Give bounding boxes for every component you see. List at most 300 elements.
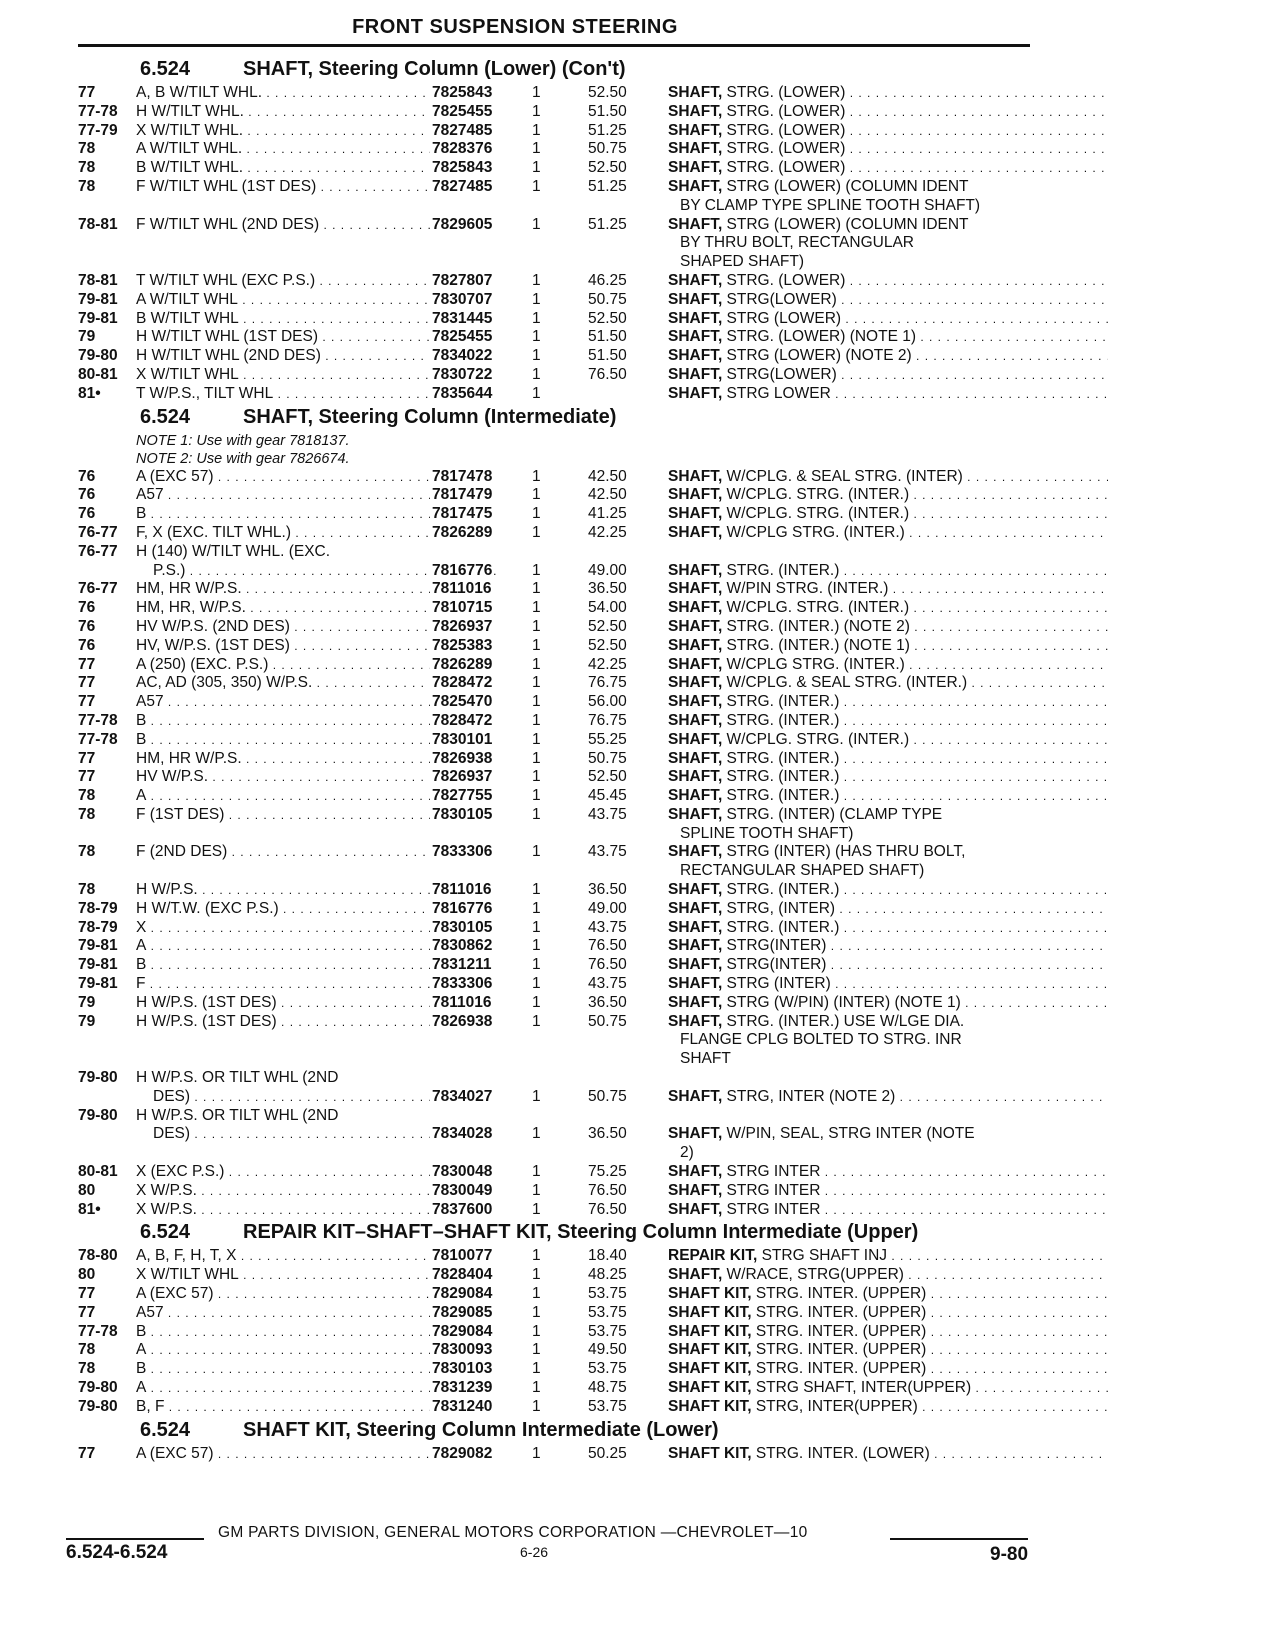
description-name: SHAFT, bbox=[668, 843, 723, 861]
price: 76.50 bbox=[588, 937, 627, 955]
application: X W/TILT WHL . . . bbox=[136, 1266, 481, 1285]
part-number: 7829085 bbox=[432, 1303, 493, 1321]
description-name: SHAFT, bbox=[668, 580, 723, 598]
section-number: 6.524 bbox=[140, 1221, 191, 1244]
description-name: SHAFT KIT, bbox=[668, 1360, 752, 1378]
part-number: 7825455 bbox=[432, 102, 493, 120]
quantity: 1 bbox=[532, 365, 541, 383]
footer-rule-left bbox=[66, 1538, 204, 1540]
description-detail: STRG INTER bbox=[722, 1163, 821, 1181]
table-row bbox=[78, 881, 1038, 900]
price: 46.25 bbox=[588, 271, 627, 289]
description-detail: STRG. (LOWER) (NOTE 1) bbox=[722, 328, 916, 346]
part-number: 7830101 bbox=[432, 730, 493, 748]
part-number: 7830093 bbox=[432, 1341, 493, 1359]
application: X W/TILT WHL . . . bbox=[136, 366, 481, 385]
description-detail: STRG. (INTER) (CLAMP TYPE bbox=[722, 805, 943, 823]
quantity: 1 bbox=[532, 121, 541, 139]
description-detail: W/RACE, STRG(UPPER) bbox=[722, 1266, 904, 1284]
section-title: SHAFT KIT, Steering Column Intermediate (Lower) bbox=[243, 1418, 719, 1441]
quantity: 1 bbox=[532, 505, 541, 523]
application: H W/P.S. OR TILT WHL (2ND bbox=[136, 1106, 339, 1124]
quantity: 1 bbox=[532, 674, 541, 692]
model-years: 79-81 bbox=[78, 956, 118, 974]
part-number: 7825470 bbox=[432, 693, 493, 711]
description-detail: STRG(INTER) bbox=[722, 937, 827, 955]
price: 50.75 bbox=[588, 1087, 627, 1105]
table-row bbox=[78, 1360, 1038, 1379]
price: 49.50 bbox=[588, 1341, 627, 1359]
page-title: FRONT SUSPENSION STEERING bbox=[352, 16, 678, 38]
price: 42.50 bbox=[588, 486, 627, 504]
model-years: 79 bbox=[78, 328, 96, 346]
description bbox=[668, 1247, 1108, 1266]
description-name: SHAFT, bbox=[668, 655, 723, 673]
price: 51.50 bbox=[588, 347, 627, 365]
description bbox=[668, 975, 1108, 994]
part-number: 7817478 bbox=[432, 467, 493, 485]
description-name: SHAFT, bbox=[668, 937, 723, 955]
description-detail: STRG. (INTER.) bbox=[722, 918, 840, 936]
application: A57 . . . bbox=[136, 1304, 481, 1323]
price: 53.75 bbox=[588, 1285, 627, 1303]
application: A57 . . . bbox=[136, 693, 481, 712]
footer-publisher: GM PARTS DIVISION, GENERAL MOTORS CORPORATION —CHEVROLET—10 bbox=[218, 1524, 808, 1541]
part-number: 7826938 bbox=[432, 1012, 493, 1030]
description-detail: STRG. INTER. (UPPER) bbox=[751, 1322, 927, 1340]
table-row bbox=[78, 637, 1038, 656]
description-detail: STRG (LOWER) (NOTE 2) bbox=[722, 347, 912, 365]
description-detail: W/CPLG STRG. (INTER.) bbox=[722, 523, 905, 541]
model-years: 78 bbox=[78, 177, 96, 195]
model-years: 76 bbox=[78, 486, 96, 504]
description-name: SHAFT, bbox=[668, 617, 723, 635]
section-title: SHAFT, Steering Column (Intermediate) bbox=[243, 405, 617, 428]
description-name: SHAFT, bbox=[668, 956, 723, 974]
price: 50.75 bbox=[588, 749, 627, 767]
description-name: SHAFT, bbox=[668, 561, 723, 579]
description bbox=[668, 178, 1108, 197]
quantity: 1 bbox=[532, 1125, 541, 1143]
model-years: 77 bbox=[78, 1285, 96, 1303]
model-years: 77 bbox=[78, 84, 96, 101]
description bbox=[668, 787, 1108, 806]
part-number: 7834022 bbox=[432, 347, 493, 365]
description-continuation: BY THRU BOLT, RECTANGULAR bbox=[680, 234, 914, 252]
model-years: 79-81 bbox=[78, 937, 118, 955]
application: X W/TILT WHL. . . . bbox=[136, 122, 481, 141]
description bbox=[668, 956, 1108, 975]
table-row bbox=[78, 1323, 1038, 1342]
description bbox=[668, 1304, 1108, 1323]
part-number: 7831445 bbox=[432, 309, 493, 327]
description bbox=[668, 1201, 1108, 1220]
description-name: SHAFT, bbox=[668, 140, 723, 158]
quantity: 1 bbox=[532, 975, 541, 993]
description bbox=[668, 366, 1108, 385]
description-name: SHAFT, bbox=[668, 1163, 723, 1181]
table-row bbox=[78, 291, 1038, 310]
description-detail: STRG. (INTER.) bbox=[722, 711, 840, 729]
price: 76.50 bbox=[588, 1200, 627, 1218]
description-name: SHAFT, bbox=[668, 159, 723, 177]
part-number: 7834028 bbox=[432, 1125, 493, 1143]
description-continuation: FLANGE CPLG BOLTED TO STRG. INR bbox=[680, 1031, 962, 1049]
description-name: SHAFT KIT, bbox=[668, 1285, 752, 1303]
model-years: 79 bbox=[78, 1012, 96, 1030]
model-years: 78 bbox=[78, 843, 96, 861]
description-detail: W/CPLG. & SEAL STRG. (INTER) bbox=[722, 467, 963, 485]
part-number: 7811016 bbox=[432, 881, 492, 899]
description-detail: STRG. (INTER.) (NOTE 2) bbox=[722, 617, 910, 635]
application: B . . . bbox=[136, 712, 481, 731]
table-row bbox=[78, 693, 1038, 712]
model-years: 76 bbox=[78, 599, 96, 617]
application: H W/P.S. (1ST DES) . . . bbox=[136, 994, 481, 1013]
table-row bbox=[78, 1445, 1038, 1464]
table-row bbox=[78, 347, 1038, 366]
description-name: SHAFT, bbox=[668, 918, 723, 936]
model-years: 76 bbox=[78, 636, 96, 654]
table-row bbox=[78, 1398, 1038, 1417]
quantity: 1 bbox=[532, 467, 541, 485]
description-detail: STRG (INTER) bbox=[722, 975, 831, 993]
description-continuation: SPLINE TOOTH SHAFT) bbox=[680, 824, 854, 842]
price: 50.75 bbox=[588, 140, 627, 158]
description bbox=[668, 1360, 1108, 1379]
description-detail: STRG. INTER. (UPPER) bbox=[751, 1285, 927, 1303]
description-detail: STRG. INTER. (UPPER) bbox=[751, 1341, 927, 1359]
description-detail: STRG. (INTER.) (NOTE 1) bbox=[722, 636, 910, 654]
description-name: SHAFT, bbox=[668, 693, 723, 711]
price: 76.75 bbox=[588, 711, 627, 729]
price: 50.75 bbox=[588, 1012, 627, 1030]
table-row bbox=[78, 1285, 1038, 1304]
price: 42.25 bbox=[588, 655, 627, 673]
description bbox=[668, 731, 1108, 750]
description-detail: W/CPLG. STRG. (INTER.) bbox=[722, 486, 910, 504]
table-row bbox=[78, 900, 1038, 919]
quantity: 1 bbox=[532, 1266, 541, 1284]
description-detail: W/CPLG. & SEAL STRG. (INTER.) bbox=[722, 674, 968, 692]
quantity: 1 bbox=[532, 1444, 541, 1462]
model-years: 77-78 bbox=[78, 102, 118, 120]
description-name: SHAFT KIT, bbox=[668, 1322, 752, 1340]
application: DES) . . . bbox=[153, 1125, 498, 1144]
quantity: 1 bbox=[532, 693, 541, 711]
model-years: 79-80 bbox=[78, 1069, 118, 1087]
quantity: 1 bbox=[532, 1322, 541, 1340]
price: 53.75 bbox=[588, 1322, 627, 1340]
price: 51.50 bbox=[588, 102, 627, 120]
quantity: 1 bbox=[532, 993, 541, 1011]
description-name: SHAFT, bbox=[668, 1181, 723, 1199]
part-number: 7829084 bbox=[432, 1322, 493, 1340]
description bbox=[668, 140, 1108, 159]
application: A57 . . . bbox=[136, 486, 481, 505]
table-row bbox=[78, 618, 1038, 637]
description-detail: STRG. (INTER.) bbox=[722, 561, 840, 579]
model-years: 80 bbox=[78, 1181, 96, 1199]
application: DES) . . . bbox=[153, 1088, 498, 1107]
application: A W/TILT WHL . . . bbox=[136, 291, 481, 310]
table-row bbox=[78, 84, 1038, 103]
description-name: SHAFT, bbox=[668, 1266, 723, 1284]
description bbox=[668, 1163, 1108, 1182]
description-detail: STRG(LOWER) bbox=[722, 290, 837, 308]
description-name: SHAFT KIT, bbox=[668, 1303, 752, 1321]
application: F (1ST DES) . . . bbox=[136, 806, 481, 825]
description-name: SHAFT, bbox=[668, 523, 723, 541]
application: A . . . bbox=[136, 1341, 481, 1360]
quantity: 1 bbox=[532, 486, 541, 504]
application: A (250) (EXC. P.S.) . . . bbox=[136, 656, 481, 675]
table-row bbox=[78, 216, 1038, 235]
price: 43.75 bbox=[588, 843, 627, 861]
description-detail: STRG INTER bbox=[722, 1181, 821, 1199]
part-number: 7828404 bbox=[432, 1266, 493, 1284]
description-name: SHAFT, bbox=[668, 993, 723, 1011]
description bbox=[668, 768, 1108, 787]
description-name: SHAFT KIT, bbox=[668, 1341, 752, 1359]
price: 36.50 bbox=[588, 881, 627, 899]
table-row-continuation bbox=[78, 1144, 1038, 1163]
table-row-continuation bbox=[78, 234, 1038, 253]
quantity: 1 bbox=[532, 1012, 541, 1030]
application: A W/TILT WHL. . . . bbox=[136, 140, 481, 159]
price: 52.50 bbox=[588, 84, 627, 101]
section-note: NOTE 2: Use with gear 7826674. bbox=[136, 450, 350, 467]
price: 49.00 bbox=[588, 899, 627, 917]
part-number: 7834027 bbox=[432, 1087, 493, 1105]
part-number: 7831240 bbox=[432, 1397, 493, 1415]
model-years: 76-77 bbox=[78, 580, 118, 598]
application: B W/TILT WHL . . . bbox=[136, 310, 481, 329]
description-detail: STRG (W/PIN) (INTER) (NOTE 1) bbox=[722, 993, 961, 1011]
quantity: 1 bbox=[532, 730, 541, 748]
description-name: SHAFT, bbox=[668, 177, 723, 195]
application: B . . . bbox=[136, 956, 481, 975]
application: A, B W/TILT WHL. . . . bbox=[136, 84, 481, 103]
quantity: 1 bbox=[532, 787, 541, 805]
description-detail: STRG. (INTER.) bbox=[722, 768, 840, 786]
description-detail: STRG. INTER. (LOWER) bbox=[751, 1444, 930, 1462]
description-name: SHAFT, bbox=[668, 328, 723, 346]
description-detail: STRG LOWER bbox=[722, 384, 831, 402]
description bbox=[668, 1398, 1108, 1417]
part-number: 7816776 bbox=[432, 899, 493, 917]
description-detail: STRG. INTER. (UPPER) bbox=[751, 1303, 927, 1321]
table-row bbox=[78, 750, 1038, 769]
description bbox=[668, 1088, 1108, 1107]
footer-rule-right bbox=[890, 1538, 1028, 1540]
description-continuation: 2) bbox=[680, 1144, 694, 1162]
model-years: 80 bbox=[78, 1266, 96, 1284]
part-number: 7827485 bbox=[432, 121, 493, 139]
part-number: 7817475 bbox=[432, 505, 493, 523]
description-detail: W/PIN, SEAL, STRG INTER (NOTE bbox=[722, 1125, 975, 1143]
header-rule bbox=[78, 44, 1030, 47]
application: H W/TILT WHL. . . . bbox=[136, 103, 481, 122]
description-detail: STRG. (LOWER) bbox=[722, 84, 846, 101]
part-number: 7828472 bbox=[432, 711, 493, 729]
application: HV, W/P.S. (1ST DES) . . . bbox=[136, 637, 481, 656]
model-years: 77-78 bbox=[78, 711, 118, 729]
description-name: SHAFT, bbox=[668, 730, 723, 748]
model-years: 80-81 bbox=[78, 1163, 118, 1181]
model-years: 78 bbox=[78, 881, 96, 899]
application: HM, HR W/P.S. . . . bbox=[136, 580, 481, 599]
description-name: SHAFT KIT, bbox=[668, 1444, 752, 1462]
application: A (EXC 57) . . . bbox=[136, 1285, 481, 1304]
part-number: 7810077 bbox=[432, 1247, 493, 1265]
model-years: 78 bbox=[78, 805, 96, 823]
part-number: 7817479 bbox=[432, 486, 493, 504]
price: 55.25 bbox=[588, 730, 627, 748]
part-number: 7827807 bbox=[432, 271, 493, 289]
section-number: 6.524 bbox=[140, 405, 191, 428]
application: H W/TILT WHL (1ST DES) . . . bbox=[136, 328, 481, 347]
description-name: SHAFT, bbox=[668, 787, 723, 805]
table-row bbox=[78, 1182, 1038, 1201]
table-row-continuation bbox=[78, 253, 1038, 272]
model-years: 78 bbox=[78, 1360, 96, 1378]
description-detail: STRG SHAFT INJ bbox=[757, 1247, 888, 1265]
table-row bbox=[78, 1013, 1038, 1032]
price: 54.00 bbox=[588, 599, 627, 617]
description bbox=[668, 291, 1108, 310]
description-detail: STRG SHAFT, INTER(UPPER) bbox=[751, 1379, 972, 1396]
model-years: 78 bbox=[78, 140, 96, 158]
application: B . . . bbox=[136, 1360, 481, 1379]
quantity: 1 bbox=[532, 599, 541, 617]
description-name: SHAFT KIT, bbox=[668, 1397, 752, 1415]
price: 52.50 bbox=[588, 617, 627, 635]
application: AC, AD (305, 350) W/P.S. . . . bbox=[136, 674, 481, 693]
part-number: 7826289 bbox=[432, 655, 493, 673]
table-row bbox=[78, 140, 1038, 159]
price: 51.25 bbox=[588, 177, 627, 195]
description-detail: STRG. (LOWER) bbox=[722, 159, 846, 177]
price: 41.25 bbox=[588, 505, 627, 523]
description bbox=[668, 919, 1108, 938]
part-number: 7830105 bbox=[432, 918, 493, 936]
quantity: 1 bbox=[532, 749, 541, 767]
section-heading bbox=[78, 1219, 1038, 1247]
part-number: 7825455 bbox=[432, 328, 493, 346]
description-detail: STRG (LOWER) bbox=[722, 309, 842, 327]
price: 53.75 bbox=[588, 1360, 627, 1378]
model-years: 78 bbox=[78, 1341, 96, 1359]
table-row bbox=[78, 1266, 1038, 1285]
description bbox=[668, 712, 1108, 731]
price: 50.75 bbox=[588, 290, 627, 308]
model-years: 77 bbox=[78, 749, 96, 767]
model-years: 81• bbox=[78, 1200, 101, 1218]
description-detail: STRG. (INTER.) bbox=[722, 693, 840, 711]
table-row-continuation bbox=[78, 197, 1038, 216]
model-years: 76 bbox=[78, 617, 96, 635]
part-number: 7826289 bbox=[432, 523, 493, 541]
table-row bbox=[78, 919, 1038, 938]
description-detail: STRG. (INTER.) bbox=[722, 787, 840, 805]
table-row bbox=[78, 674, 1038, 693]
table-row-continuation bbox=[78, 1050, 1038, 1069]
table-row bbox=[78, 103, 1038, 122]
table-row bbox=[78, 468, 1038, 487]
description bbox=[668, 505, 1108, 524]
quantity: 1 bbox=[532, 84, 541, 101]
quantity: 1 bbox=[532, 328, 541, 346]
description-detail: STRG. (INTER.) bbox=[722, 749, 840, 767]
model-years: 78 bbox=[78, 787, 96, 805]
table-row bbox=[78, 731, 1038, 750]
model-years: 78-80 bbox=[78, 1247, 118, 1265]
application: F W/TILT WHL (2ND DES) . . . bbox=[136, 216, 481, 235]
application: X W/P.S. . . . bbox=[136, 1201, 481, 1220]
application: A, B, F, H, T, X . . . bbox=[136, 1247, 481, 1266]
model-years: 76-77 bbox=[78, 523, 118, 541]
price: 76.75 bbox=[588, 674, 627, 692]
table-row bbox=[78, 1107, 1038, 1126]
description-name: SHAFT, bbox=[668, 599, 723, 617]
quantity: 1 bbox=[532, 1341, 541, 1359]
part-number: 7826937 bbox=[432, 768, 493, 786]
model-years: 77 bbox=[78, 1303, 96, 1321]
quantity: 1 bbox=[532, 347, 541, 365]
description bbox=[668, 159, 1108, 178]
quantity: 1 bbox=[532, 881, 541, 899]
application: B . . . bbox=[136, 1323, 481, 1342]
description-detail: STRG, (INTER) bbox=[722, 899, 836, 917]
part-number: 7830862 bbox=[432, 937, 493, 955]
quantity: 1 bbox=[532, 1181, 541, 1199]
quantity: 1 bbox=[532, 768, 541, 786]
application: H (140) W/TILT WHL. (EXC. bbox=[136, 542, 331, 560]
description-name: SHAFT, bbox=[668, 505, 723, 523]
quantity: 1 bbox=[532, 561, 541, 579]
table-row bbox=[78, 1379, 1038, 1398]
part-number: 7830105 bbox=[432, 805, 493, 823]
table-row bbox=[78, 712, 1038, 731]
table-row bbox=[78, 787, 1038, 806]
price: 50.25 bbox=[588, 1444, 627, 1462]
description-name: SHAFT, bbox=[668, 365, 723, 383]
description bbox=[668, 562, 1108, 581]
application: X . . . bbox=[136, 919, 481, 938]
model-years: 79 bbox=[78, 993, 96, 1011]
section-title: SHAFT, Steering Column (Lower) (Con't) bbox=[243, 58, 626, 80]
price: 42.25 bbox=[588, 523, 627, 541]
part-number: 7829082 bbox=[432, 1444, 493, 1462]
application: H W/P.S. (1ST DES) . . . bbox=[136, 1013, 481, 1032]
table-row-continuation bbox=[78, 825, 1038, 844]
description-name: SHAFT, bbox=[668, 486, 723, 504]
part-number: 7830103 bbox=[432, 1360, 493, 1378]
description-detail: W/CPLG. STRG. (INTER.) bbox=[722, 599, 910, 617]
table-row bbox=[78, 310, 1038, 329]
model-years: 79-80 bbox=[78, 1397, 118, 1415]
model-years: 80-81 bbox=[78, 365, 118, 383]
description-detail: STRG. (LOWER) bbox=[722, 102, 846, 120]
part-number: 7830722 bbox=[432, 365, 493, 383]
description bbox=[668, 103, 1108, 122]
description bbox=[668, 385, 1108, 404]
description bbox=[668, 618, 1108, 637]
table-row bbox=[78, 994, 1038, 1013]
price: 45.45 bbox=[588, 787, 627, 805]
part-number: 7835644 bbox=[432, 384, 493, 402]
